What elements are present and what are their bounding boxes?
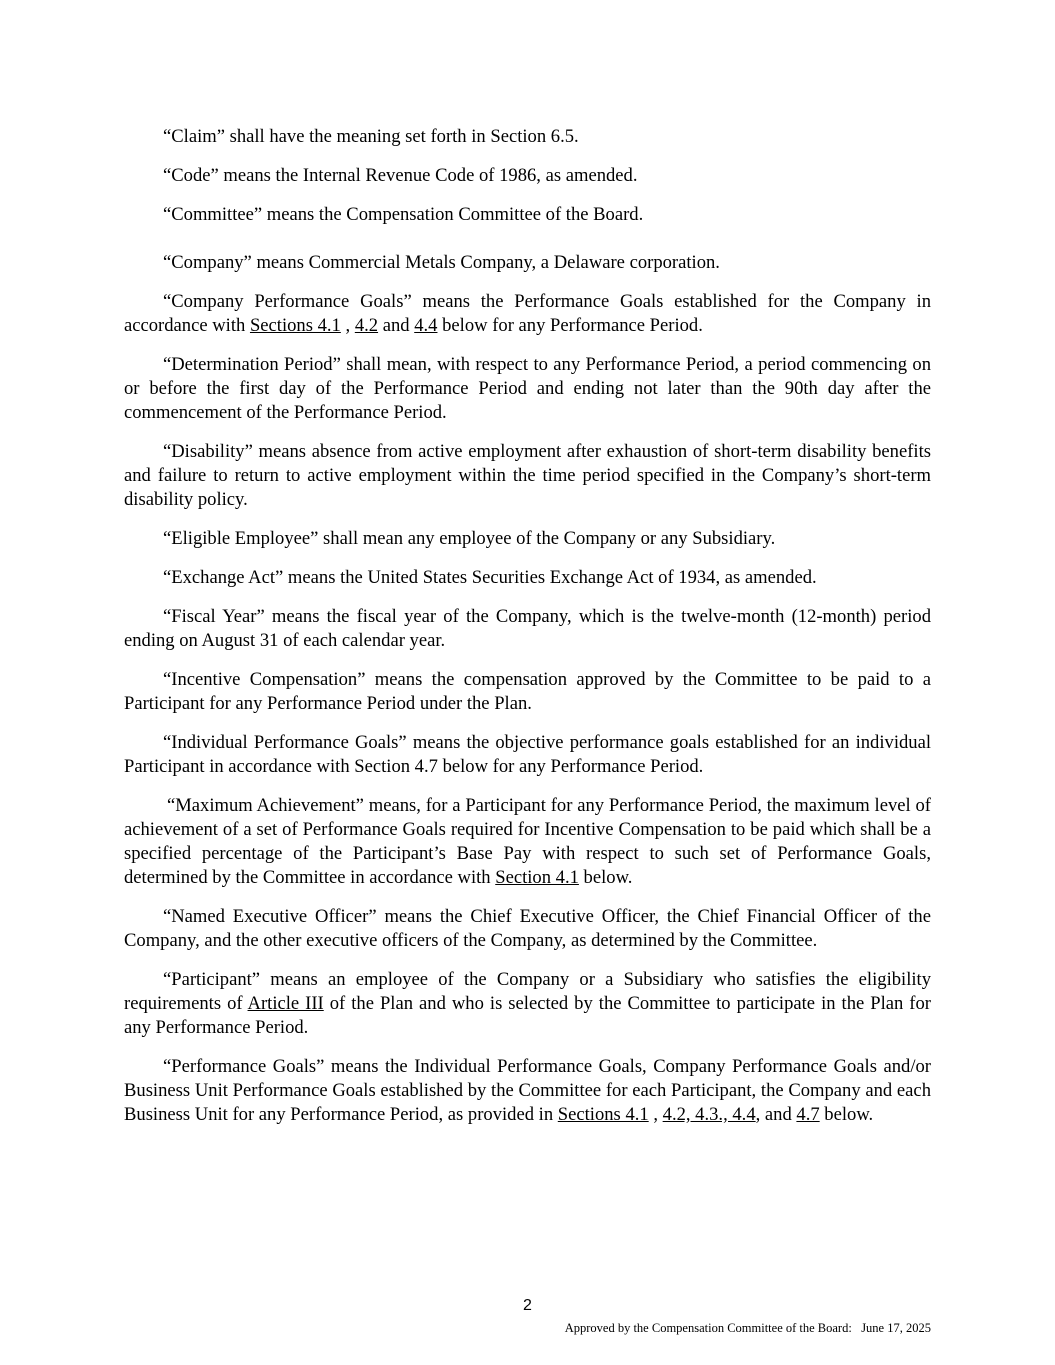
approval-footer: Approved by the Compensation Committee of the Board: June 17, 2025 [564, 1321, 931, 1335]
definition-company-performance-goals [124, 290, 931, 338]
definition-text: , [340, 315, 355, 336]
section-link[interactable]: Sections 4.1 [249, 315, 341, 336]
section-link[interactable]: Sections 4.1 [557, 1104, 649, 1125]
section-link[interactable]: 4.7 [796, 1104, 820, 1125]
definition-text: below. [819, 1104, 874, 1125]
definition-text: , and [755, 1104, 797, 1125]
definition-disability: “Disability” means absence from active employment after exhaustion of short-term disability benefits and failure to return to active employment within the time period specified in the Company’s short-term disability policy. [124, 441, 931, 510]
definition-text: “Company Performance Goals” means the Performance Goals established for the Company in accordance with [124, 291, 931, 336]
definition-text: , [648, 1104, 663, 1125]
article-link[interactable]: Article III [247, 993, 324, 1014]
definition-text: “Participant” means an employee of the Company or a Subsidiary who satisfies the eligibility requirements of [124, 969, 931, 1014]
section-link[interactable]: Section 4.1 [495, 867, 579, 888]
definition-maximum-achievement [124, 794, 931, 890]
definition-text: below. [578, 867, 633, 888]
definition-fiscal-year: “Fiscal Year” means the fiscal year of the Company, which is the twelve-month (12-month) period ending on August 31 of each calendar year. [124, 606, 931, 651]
section-link[interactable]: 4.2 [354, 315, 379, 336]
definition-participant [124, 968, 931, 1040]
definition-performance-goals [124, 1055, 931, 1127]
definition-exchange-act: “Exchange Act” means the United States Securities Exchange Act of 1934, as amended. [163, 567, 817, 588]
page-number [0, 1296, 1055, 1316]
definition-determination-period: “Determination Period” shall mean, with respect to any Performance Period, a period commencing on or before the first day of the Performance Period and ending not later than the 90th day after the commencement of the Performance Period. [124, 354, 931, 423]
definition-claim: “Claim” shall have the meaning set forth in Section 6.5. [163, 126, 579, 147]
definition-text: below for any Performance Period. [437, 315, 703, 336]
definition-text: of the Plan and who is selected by the Committee to participate in the Plan for any Performance Period. [124, 993, 931, 1038]
document-page [124, 125, 931, 1142]
definition-incentive-compensation: “Incentive Compensation” means the compensation approved by the Committee to be paid to a Participant for any Performance Period under the Plan. [124, 669, 931, 714]
definition-committee: “Committee” means the Compensation Committee of the Board. [163, 204, 644, 225]
definition-named-executive-officer: “Named Executive Officer” means the Chief Executive Officer, the Chief Financial Officer of the Company, and the other executive officers of the Company, as determined by the Committee. [124, 906, 931, 951]
definition-text: and [378, 315, 415, 336]
definition-eligible-employee: “Eligible Employee” shall mean any employee of the Company or any Subsidiary. [163, 528, 776, 549]
definition-text: “Maximum Achievement” means, for a Participant for any Performance Period, the maximum level of achievement of a set of Performance Goals required for Incentive Compensation to be paid which shall be a specified percentage of the Participant’s Base Pay with respect to such set of Performance Goals, determined by the Committee in accordance with [124, 795, 931, 888]
definition-text: “Performance Goals” means the Individual Performance Goals, Company Performance Goals and/or Business Unit Performance Goals established by the Committee for each Participant, the Company and each Business Unit for any Performance Period, as provided in [124, 1056, 931, 1125]
section-link[interactable]: 4.2, 4.3., 4.4 [662, 1104, 756, 1125]
page-number-value: 2 [523, 1297, 532, 1314]
definition-code: “Code” means the Internal Revenue Code of 1986, as amended. [163, 165, 638, 186]
section-link[interactable]: 4.4 [414, 315, 438, 336]
definition-individual-performance-goals: “Individual Performance Goals” means the objective performance goals established for an individual Participant in accordance with Section 4.7 below for any Performance Period. [124, 732, 931, 777]
definition-company: “Company” means Commercial Metals Company, a Delaware corporation. [163, 252, 720, 273]
